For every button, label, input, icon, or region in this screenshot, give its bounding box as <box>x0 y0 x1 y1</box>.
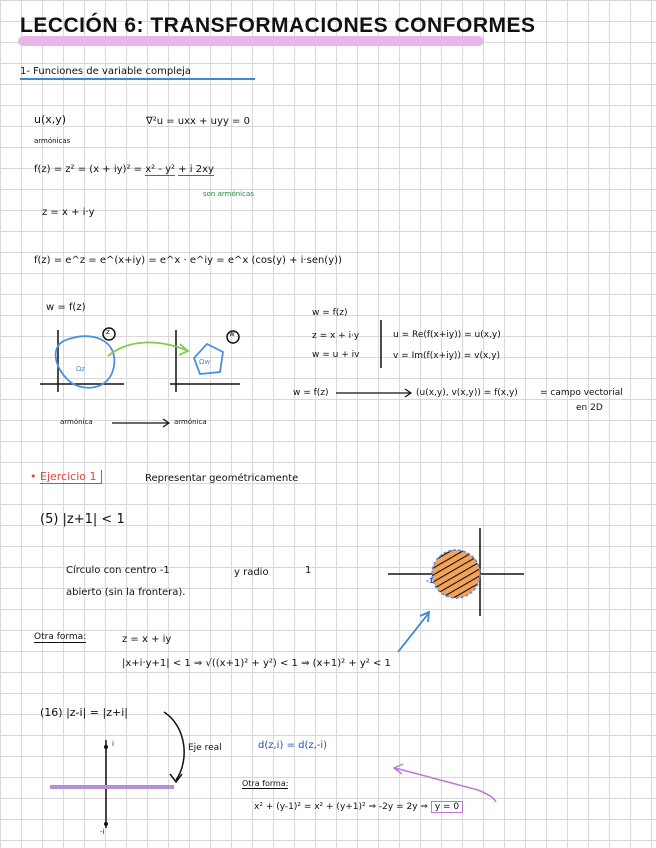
armonica-right: armónica <box>174 418 207 426</box>
axis-minus-i-label: -i <box>100 828 105 836</box>
v-eq: v = Im(f(x+iy)) = v(x,y) <box>393 351 501 361</box>
circle-radius: 1 <box>305 565 312 576</box>
armonicas-label: armónicas <box>34 137 71 145</box>
circle-text-3: abierto (sin la frontera). <box>66 587 186 598</box>
son-armonicas: son armónicas <box>203 190 254 198</box>
u-xy: u(x,y) <box>34 113 67 126</box>
final-eq <box>254 802 463 812</box>
section-heading: 1- Funciones de variable compleja <box>20 66 255 80</box>
circle-text-1: Círculo con centro -1 <box>66 565 170 576</box>
z-def: z = x + i·y <box>42 207 95 218</box>
sys-wuv: w = u + iv <box>312 350 360 360</box>
z-def-2: z = x + iy <box>122 634 172 645</box>
otra-forma-label: Otra forma: <box>34 632 87 642</box>
fz-imag: + i 2xy <box>178 164 214 175</box>
circle-minus-1: -1 <box>426 577 434 585</box>
problem-5: (5) |z+1| < 1 <box>40 512 125 527</box>
circle-text-2: y radio <box>234 567 269 578</box>
final-eq-text: x² + (y-1)² = x² + (y+1)² ⇒ -2y = 2y ⇒ <box>254 802 428 812</box>
problem-16: (16) |z-i| = |z+i| <box>40 706 128 719</box>
u-eq: u = Re(f(x+iy)) = u(x,y) <box>393 330 501 340</box>
sys-z: z = x + i·y <box>312 331 360 341</box>
laplace-eq: ∇²u = uxx + uyy = 0 <box>146 116 250 127</box>
result-box: y = 0 <box>431 801 463 813</box>
armonica-left: armónica <box>60 418 93 426</box>
otra-forma-2: Otra forma: <box>242 779 289 788</box>
axis-i-label: i <box>112 740 114 748</box>
exercise-label: • Ejercicio 1 <box>30 470 102 483</box>
exp-line: f(z) = e^z = e^(x+iy) = e^x · e^iy = e^x (cos(y) + i·sen(y)) <box>34 255 342 266</box>
exercise-desc: Representar geométricamente <box>145 473 299 484</box>
eje-real-label: Eje real <box>188 743 222 753</box>
fz-real: x² - y² <box>145 164 176 175</box>
vector-eq: (u(x,y), v(x,y)) = f(x,y) <box>416 388 518 398</box>
distance-eq: d(z,i) = d(z,-i) <box>258 740 328 751</box>
exercise-label-text: Ejercicio 1 <box>40 470 102 484</box>
omega-w: Ωw <box>199 358 211 366</box>
w-fz: w = f(z) <box>46 302 86 313</box>
w-arrow-label: w = f(z) <box>293 388 329 398</box>
fz-lhs: f(z) = z² = (x + iy)² = <box>34 164 143 175</box>
en2d-label: en 2D <box>576 403 603 413</box>
page-title: LECCIÓN 6: TRANSFORMACIONES CONFORMES <box>20 14 536 37</box>
omega-z: Ωz <box>76 365 86 373</box>
label-z-circle: z <box>106 328 110 336</box>
campo-label: = campo vectorial <box>540 388 623 398</box>
sys-w: w = f(z) <box>312 308 348 318</box>
step-1: |x+i·y+1| < 1 ⇒ √((x+1)² + y²) < 1 ⇒ (x+1)² + y² < 1 <box>122 658 391 669</box>
label-w-circle: w <box>229 330 235 338</box>
